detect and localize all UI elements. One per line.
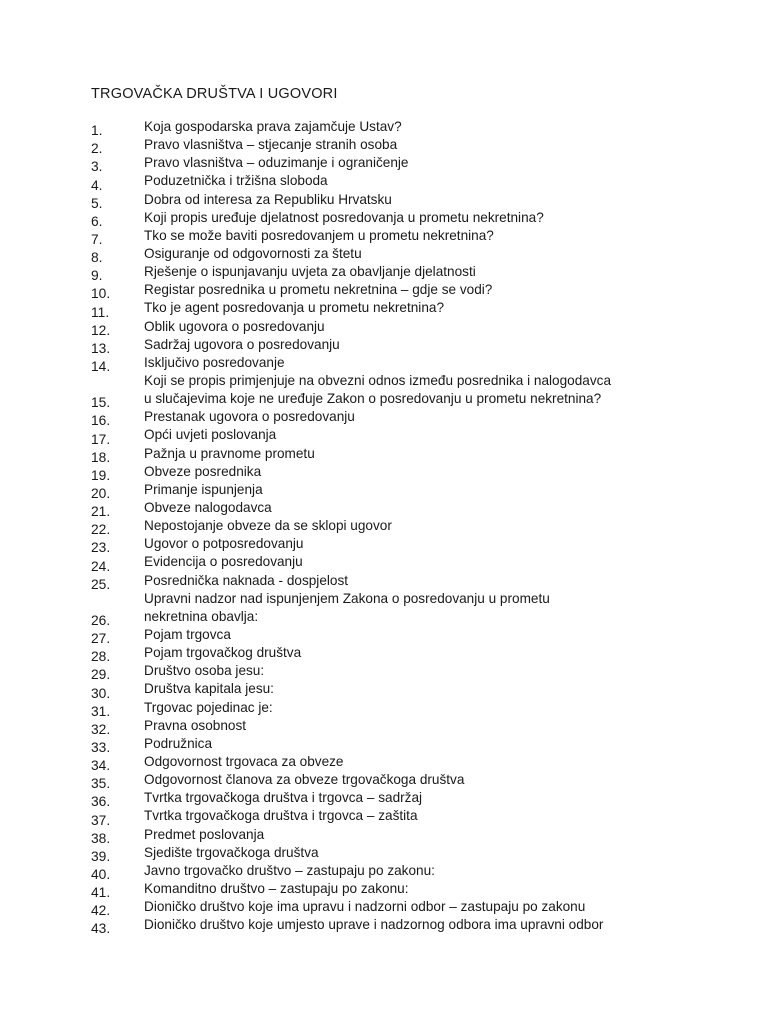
question-number: 40.	[91, 866, 111, 882]
question-text-line: Pojam trgovca	[144, 626, 231, 642]
question-number: 12.	[91, 322, 111, 338]
question-number: 34.	[91, 758, 111, 774]
question-number: 25.	[91, 576, 111, 592]
question-number: 43.	[91, 921, 111, 937]
question-text	[144, 662, 264, 680]
question-item	[91, 517, 731, 538]
question-text	[144, 680, 274, 698]
question-text-line: Poduzetnička i tržišna sloboda	[144, 173, 328, 189]
question-item	[91, 354, 731, 372]
question-number: 23.	[91, 540, 111, 556]
question-item	[91, 336, 731, 354]
question-item	[91, 372, 731, 411]
question-text	[144, 172, 328, 190]
question-text-line: Dioničko društvo koje umjesto uprave i nadzornog odbora ima upravni odbor	[144, 917, 604, 933]
question-text-line: Komanditno društvo – zastupaju po zakonu:	[144, 880, 409, 896]
question-text-line: Opći uvjeti poslovanja	[144, 427, 277, 443]
question-text-line: Tvrtka trgovačkoga društva i trgovca – zaštita	[144, 808, 418, 824]
question-text-line: Rješenje o ispunjavanju uvjeta za obavljanje djelatnosti	[144, 264, 476, 280]
question-item	[91, 408, 731, 429]
question-item	[91, 136, 731, 157]
question-number: 1.	[91, 123, 103, 139]
question-number: 3.	[91, 159, 103, 175]
question-text-line: Dioničko društvo koje ima upravu i nadzorni odbor – zastupaju po zakonu	[144, 899, 586, 915]
question-item	[91, 680, 731, 701]
question-item	[91, 263, 731, 284]
question-text-line: u slučajevima koje ne uređuje Zakon o posredovanju u prometu nekretnina?	[144, 391, 602, 407]
question-item	[91, 154, 731, 175]
question-number: 37.	[91, 812, 111, 828]
question-text-line: Koji propis uređuje djelatnost posredovanja u prometu nekretnina?	[144, 209, 544, 225]
question-text	[144, 898, 585, 916]
question-text-line: Pravna osobnost	[144, 717, 247, 733]
question-list	[91, 118, 731, 937]
question-item	[91, 826, 731, 844]
question-item	[91, 807, 731, 828]
question-text	[144, 699, 273, 717]
question-text	[144, 626, 231, 644]
question-number: 5.	[91, 195, 103, 211]
question-text	[144, 209, 544, 227]
question-number: 31.	[91, 703, 111, 719]
question-text	[144, 227, 494, 245]
question-number: 32.	[91, 721, 111, 737]
question-text-line: Koji se propis primjenjuje na obvezni odnos između posrednika i nalogodavca	[144, 372, 611, 388]
question-text	[144, 354, 285, 372]
question-text-line: Prestanak ugovora o posredovanju	[144, 409, 355, 425]
question-text	[144, 717, 246, 735]
question-text-line: Sjedište trgovačkoga društva	[144, 844, 319, 860]
question-number: 27.	[91, 631, 111, 647]
question-text	[144, 445, 315, 463]
question-text-line: Osiguranje od odgovornosti za štetu	[144, 245, 362, 261]
question-item	[91, 862, 731, 880]
question-text	[144, 118, 402, 136]
question-text	[144, 789, 422, 807]
question-text	[144, 771, 464, 789]
question-number: 11.	[91, 304, 110, 320]
question-number: 29.	[91, 667, 111, 683]
question-number: 35.	[91, 776, 111, 792]
question-text	[144, 263, 476, 281]
question-text-line: Tvrtka trgovačkoga društva i trgovca – sadržaj	[144, 790, 423, 806]
question-text-line: Društva kapitala jesu:	[144, 681, 274, 697]
question-item	[91, 644, 731, 665]
question-number: 42.	[91, 903, 111, 919]
question-text	[144, 408, 355, 426]
question-text	[144, 136, 397, 154]
question-number: 10.	[91, 286, 111, 302]
question-text-line: Pažnja u pravnome prometu	[144, 445, 315, 461]
question-text-line: Isključivo posredovanje	[144, 354, 285, 370]
question-number: 39.	[91, 848, 111, 864]
question-text-line: Obveze nalogodavca	[144, 499, 272, 515]
question-text-line: Koja gospodarska prava zajamčuje Ustav?	[144, 119, 402, 134]
question-item	[91, 318, 731, 336]
question-text-line: Podružnica	[144, 735, 213, 751]
question-text-line: Odgovornost trgovaca za obveze	[144, 753, 344, 769]
question-number: 24.	[91, 558, 111, 574]
question-item	[91, 281, 731, 302]
question-text	[144, 644, 301, 662]
question-text	[144, 844, 319, 862]
question-item	[91, 499, 731, 520]
question-text	[144, 862, 435, 880]
question-number: 20.	[91, 485, 111, 501]
question-text-line: Sadržaj ugovora o posredovanju	[144, 336, 340, 352]
question-item	[91, 245, 731, 266]
question-item	[91, 553, 731, 574]
question-number: 14.	[91, 358, 111, 374]
question-item	[91, 572, 731, 590]
question-text	[144, 572, 348, 590]
question-number: 28.	[91, 649, 111, 665]
question-text	[144, 499, 272, 517]
question-text	[144, 735, 212, 753]
question-item	[91, 445, 731, 463]
question-number: 7.	[91, 231, 103, 247]
question-item	[91, 626, 731, 647]
question-number: 2.	[91, 141, 103, 157]
question-text-line: Tko se može baviti posredovanjem u prometu nekretnina?	[144, 227, 494, 243]
question-number: 15.	[91, 395, 111, 411]
question-text	[144, 281, 492, 299]
question-text-line: Registar posrednika u prometu nekretnina – gdje se vodi?	[144, 282, 493, 298]
question-text-line: Društvo osoba jesu:	[144, 663, 265, 679]
question-text-line: Obveze posrednika	[144, 463, 262, 479]
question-item	[91, 481, 731, 499]
question-item	[91, 118, 731, 139]
question-item	[91, 735, 731, 753]
question-text-line: Javno trgovačko društvo – zastupaju po zakonu:	[144, 862, 435, 878]
question-item	[91, 535, 731, 556]
question-text-line: Upravni nadzor nad ispunjenjem Zakona o posredovanju u prometu	[144, 590, 550, 606]
question-item	[91, 699, 731, 717]
question-text	[144, 517, 392, 535]
question-item	[91, 426, 731, 447]
question-item	[91, 662, 731, 683]
question-text	[144, 481, 263, 499]
question-text-line: Odgovornost članova za obveze trgovačkoga društva	[144, 772, 465, 788]
question-item	[91, 753, 731, 774]
question-text	[144, 807, 418, 825]
question-item	[91, 172, 731, 193]
question-item	[91, 209, 731, 227]
question-number: 8.	[91, 250, 103, 266]
question-text-line: Evidencija o posredovanju	[144, 554, 303, 570]
question-text-line: Nepostojanje obveze da se sklopi ugovor	[144, 518, 392, 534]
question-text-line: Ugovor o potposredovanju	[144, 536, 304, 552]
question-number: 33.	[91, 739, 111, 755]
question-text-line: nekretnina obavlja:	[144, 608, 259, 624]
question-text	[144, 590, 550, 626]
question-text-line: Pojam trgovačkog društva	[144, 645, 302, 661]
question-number: 16.	[91, 413, 111, 429]
question-item	[91, 898, 731, 919]
question-text-line: Trgovac pojedinac je:	[144, 699, 273, 715]
question-text	[144, 191, 392, 209]
question-text	[144, 880, 409, 898]
question-text-line: Tko je agent posredovanja u prometu nekretnina?	[144, 300, 445, 316]
question-text-line: Primanje ispunjenja	[144, 481, 263, 497]
question-text-line: Pravo vlasništva – oduzimanje i ograničenje	[144, 155, 409, 171]
question-number: 41.	[91, 885, 111, 901]
question-number: 9.	[91, 268, 103, 284]
question-text	[144, 426, 276, 444]
question-text	[144, 826, 264, 844]
question-text	[144, 753, 344, 771]
question-text	[144, 916, 603, 934]
question-item	[91, 227, 731, 245]
question-text	[144, 318, 325, 336]
question-item	[91, 299, 731, 320]
question-number: 18.	[91, 449, 111, 465]
question-number: 30.	[91, 685, 111, 701]
question-number: 19.	[91, 467, 111, 483]
question-item	[91, 717, 731, 735]
question-item	[91, 771, 731, 792]
question-number: 22.	[91, 522, 111, 538]
question-text	[144, 553, 303, 571]
question-text	[144, 299, 444, 317]
question-text	[144, 154, 408, 172]
question-item	[91, 916, 731, 937]
question-text-line: Oblik ugovora o posredovanju	[144, 318, 325, 334]
question-text	[144, 245, 362, 263]
question-text	[144, 463, 261, 481]
question-item	[91, 880, 731, 901]
question-item	[91, 463, 731, 481]
question-item	[91, 590, 731, 626]
question-text	[144, 336, 340, 354]
question-number: 38.	[91, 830, 111, 846]
question-text-line: Posrednička naknada - dospjelost	[144, 572, 349, 588]
question-number: 21.	[91, 504, 111, 520]
question-item	[91, 191, 731, 209]
question-number: 36.	[91, 794, 111, 810]
question-number: 4.	[91, 177, 103, 193]
question-number: 13.	[91, 340, 111, 356]
question-number: 26.	[91, 612, 111, 628]
question-text	[144, 535, 303, 553]
question-text-line: Pravo vlasništva – stjecanje stranih osoba	[144, 137, 398, 153]
question-item	[91, 844, 731, 862]
question-number: 6.	[91, 213, 103, 229]
question-text-line: Dobra od interesa za Republiku Hrvatsku	[144, 191, 392, 207]
question-item	[91, 789, 731, 810]
question-text-line: Predmet poslovanja	[144, 826, 265, 842]
question-number: 17.	[91, 431, 111, 447]
document-title: TRGOVAČKA DRUŠTVA I UGOVORI	[91, 86, 338, 102]
question-text	[144, 372, 611, 408]
